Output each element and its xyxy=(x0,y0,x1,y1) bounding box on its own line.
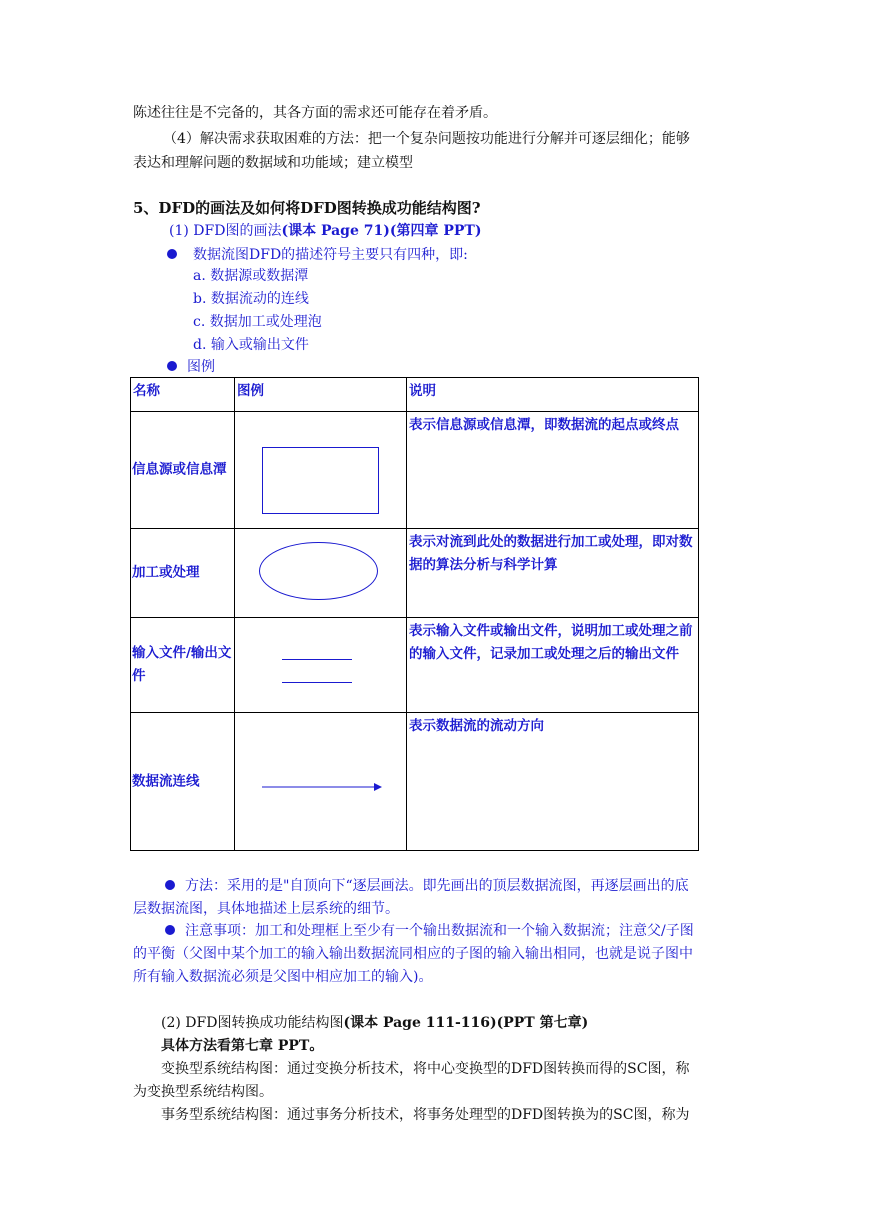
bullet-symbols xyxy=(167,246,468,264)
intro-line-1: 陈述往往是不完备的，其各方面的需求还可能存在着矛盾。 xyxy=(133,105,497,121)
subheading-1-ref: (课本 Page 71)(第四章 PPT) xyxy=(281,223,482,239)
legend-label-text: 图例 xyxy=(187,359,215,375)
double-line-icon xyxy=(282,659,352,660)
header-legend: 图例 xyxy=(237,383,264,399)
method-text-1: 方法：采用的是"自顶向下“逐层画法。即先画出的顶层数据流图，再逐层画出的底 xyxy=(185,878,689,894)
subheading-2-prefix: (2) DFD图转换成功能结构图 xyxy=(161,1015,344,1031)
transform-line-2: 为变换型系统结构图。 xyxy=(133,1084,273,1100)
bullet-icon xyxy=(167,249,177,259)
row-description: 表示对流到此处的数据进行加工或处理，即对数据的算法分析与科学计算 xyxy=(409,534,693,573)
table-cell-name xyxy=(131,529,235,618)
notes-text-1: 注意事项：加工和处理框上至少有一个输出数据流和一个输入数据流；注意父/子图 xyxy=(185,923,694,939)
table-cell-shape xyxy=(235,713,407,851)
table-header-cell xyxy=(131,378,235,412)
list-item: d. 输入或输出文件 xyxy=(193,337,309,353)
table-cell-name xyxy=(131,618,235,713)
rectangle-icon xyxy=(262,447,379,514)
table-cell-name xyxy=(131,412,235,529)
table-cell-desc xyxy=(407,529,699,618)
method-line-2: 层数据流图，具体地描述上层系统的细节。 xyxy=(133,901,399,917)
method-note: 具体方法看第七章 PPT。 xyxy=(161,1038,324,1054)
table-header-cell xyxy=(235,378,407,412)
row-name: 信息源或信息潭 xyxy=(132,461,227,478)
row-name: 输入文件/输出文件 xyxy=(132,645,232,684)
method-line-1 xyxy=(165,877,689,895)
table-cell-shape xyxy=(235,529,407,618)
table-cell-desc xyxy=(407,412,699,529)
table-header-cell xyxy=(407,378,699,412)
header-description: 说明 xyxy=(409,383,436,399)
table-cell-desc xyxy=(407,713,699,851)
intro-line-3: 表达和理解问题的数据域和功能域；建立模型 xyxy=(133,155,413,171)
row-description: 表示数据流的流动方向 xyxy=(409,718,544,734)
list-item: a. 数据源或数据潭 xyxy=(193,268,309,284)
table-row xyxy=(131,529,699,618)
row-name: 加工或处理 xyxy=(132,564,200,581)
ellipse-icon xyxy=(259,542,378,600)
table-cell-shape xyxy=(235,618,407,713)
table-header-row xyxy=(131,378,699,412)
section-5-heading: 5、DFD的画法及如何将DFD图转换成功能结构图? xyxy=(133,199,481,217)
row-name: 数据流连线 xyxy=(132,773,200,789)
table-row xyxy=(131,412,699,529)
legend-label xyxy=(167,358,215,376)
subheading-1 xyxy=(169,222,481,240)
header-name: 名称 xyxy=(133,383,160,399)
row-description: 表示输入文件或输出文件，说明加工或处理之前的输入文件，记录加工或处理之后的输出文件 xyxy=(409,623,693,662)
list-item: b. 数据流动的连线 xyxy=(193,291,309,307)
table-cell-name xyxy=(131,713,235,851)
bullet-icon xyxy=(165,925,175,935)
subheading-1-prefix: (1) DFD图的画法 xyxy=(169,223,282,239)
subheading-2-ref: (课本 Page 111-116)(PPT 第七章) xyxy=(343,1015,589,1031)
bullet-icon xyxy=(167,361,177,371)
dfd-legend-table xyxy=(130,377,699,851)
transaction-line-1: 事务型系统结构图：通过事务分析技术，将事务处理型的DFD图转换为的SC图，称为 xyxy=(161,1107,690,1123)
table-row xyxy=(131,713,699,851)
notes-line-3: 所有输入数据流必须是父图中相应加工的输入)。 xyxy=(133,969,433,985)
table-cell-shape xyxy=(235,412,407,529)
table-row xyxy=(131,618,699,713)
subheading-2 xyxy=(161,1014,588,1032)
table-cell-desc xyxy=(407,618,699,713)
notes-line-2: 的平衡（父图中某个加工的输入输出数据流同相应的子图的输入输出相同，也就是说子图中 xyxy=(133,946,693,962)
list-item: c. 数据加工或处理泡 xyxy=(193,314,322,330)
intro-line-2: （4）解决需求获取困难的方法：把一个复杂问题按功能进行分解并可逐层细化；能够 xyxy=(163,131,690,147)
arrow-icon xyxy=(262,781,382,793)
notes-line-1 xyxy=(165,922,694,940)
transform-line-1: 变换型系统结构图：通过变换分析技术，将中心变换型的DFD图转换而得的SC图，称 xyxy=(161,1061,690,1077)
double-line-icon xyxy=(282,682,352,683)
bullet-icon xyxy=(165,880,175,890)
bullet-symbols-text: 数据流图DFD的描述符号主要只有四种，即: xyxy=(193,247,468,263)
row-description: 表示信息源或信息潭，即数据流的起点或终点 xyxy=(409,417,679,433)
